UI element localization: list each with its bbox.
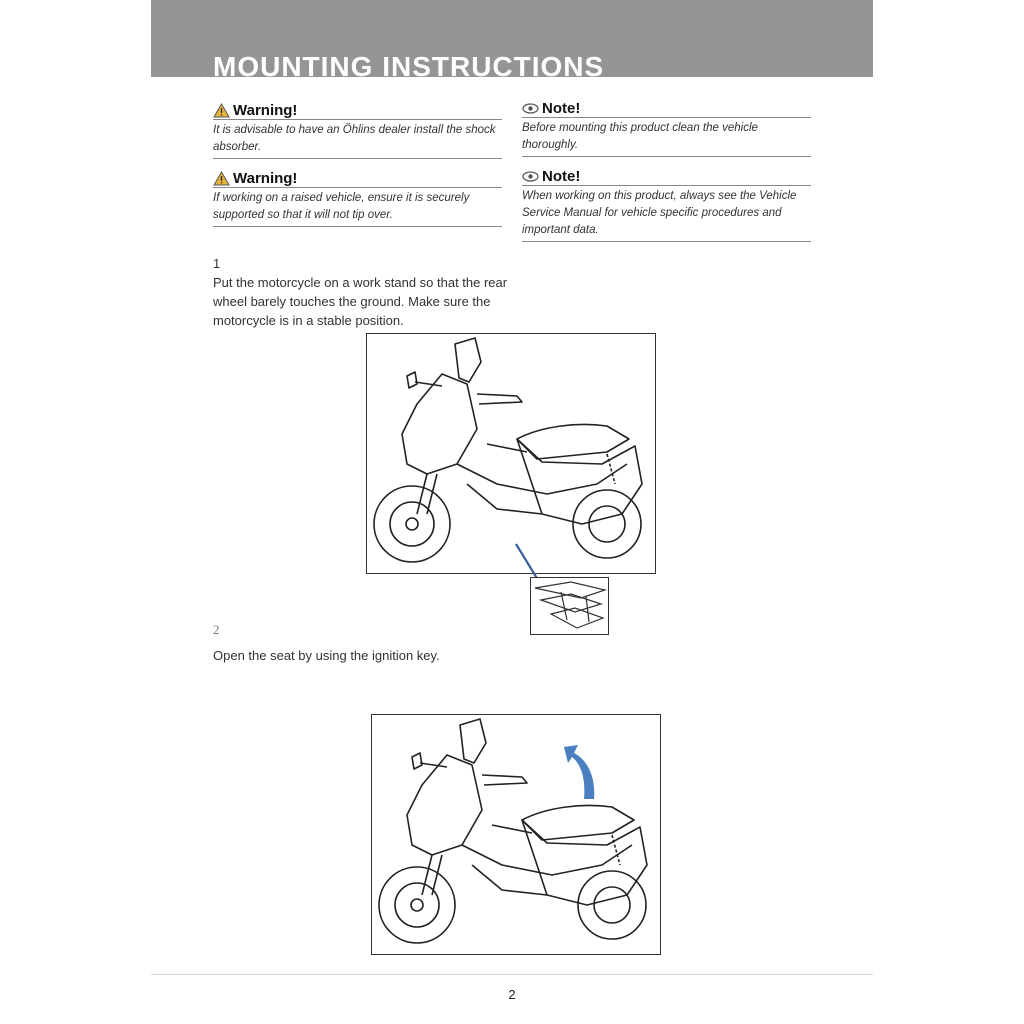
- note-text: When working on this product, always see the Vehicle Service Manual for vehicle specific procedures and important data.: [522, 186, 811, 242]
- page-title: MOUNTING INSTRUCTIONS: [213, 51, 605, 77]
- header-band: [151, 0, 873, 77]
- scooter-drawing: [372, 715, 660, 954]
- step-number: 2: [213, 622, 220, 637]
- warning-header: [213, 101, 502, 120]
- scooter-drawing: [367, 334, 655, 573]
- warning-label: Warning!: [233, 101, 298, 119]
- warning-box-1: [213, 101, 502, 159]
- note-box-2: [522, 167, 811, 242]
- warning-box-2: [213, 169, 502, 227]
- warning-text: If working on a raised vehicle, ensure it is securely supported so that it will not tip over.: [213, 188, 502, 227]
- note-text: Before mounting this product clean the vehicle thoroughly.: [522, 118, 811, 157]
- warning-triangle-icon: [213, 171, 230, 186]
- note-header: [522, 167, 811, 186]
- warning-triangle-icon: [213, 103, 230, 118]
- open-seat-arrow-icon: [564, 745, 594, 799]
- eye-icon: [522, 101, 539, 116]
- warning-text: It is advisable to have an Öhlins dealer install the shock absorber.: [213, 120, 502, 159]
- note-header: [522, 99, 811, 118]
- step-text: Open the seat by using the ignition key.: [213, 648, 440, 663]
- warning-header: [213, 169, 502, 188]
- warning-label: Warning!: [233, 169, 298, 187]
- scooter-illustration-2: [371, 714, 661, 955]
- work-stand-inset: [530, 577, 609, 635]
- eye-icon: [522, 169, 539, 184]
- scooter-illustration-1: [366, 333, 656, 574]
- note-label: Note!: [542, 99, 581, 117]
- note-box-1: [522, 99, 811, 157]
- footer-divider: [151, 974, 873, 975]
- work-stand-drawing: [531, 578, 608, 634]
- step-number: 1: [213, 256, 221, 271]
- note-label: Note!: [542, 167, 581, 185]
- step-text: Put the motorcycle on a work stand so that the rear wheel barely touches the ground. Make sure the motorcycle is in a stable position.: [213, 275, 508, 328]
- page-number: 2: [508, 987, 516, 1002]
